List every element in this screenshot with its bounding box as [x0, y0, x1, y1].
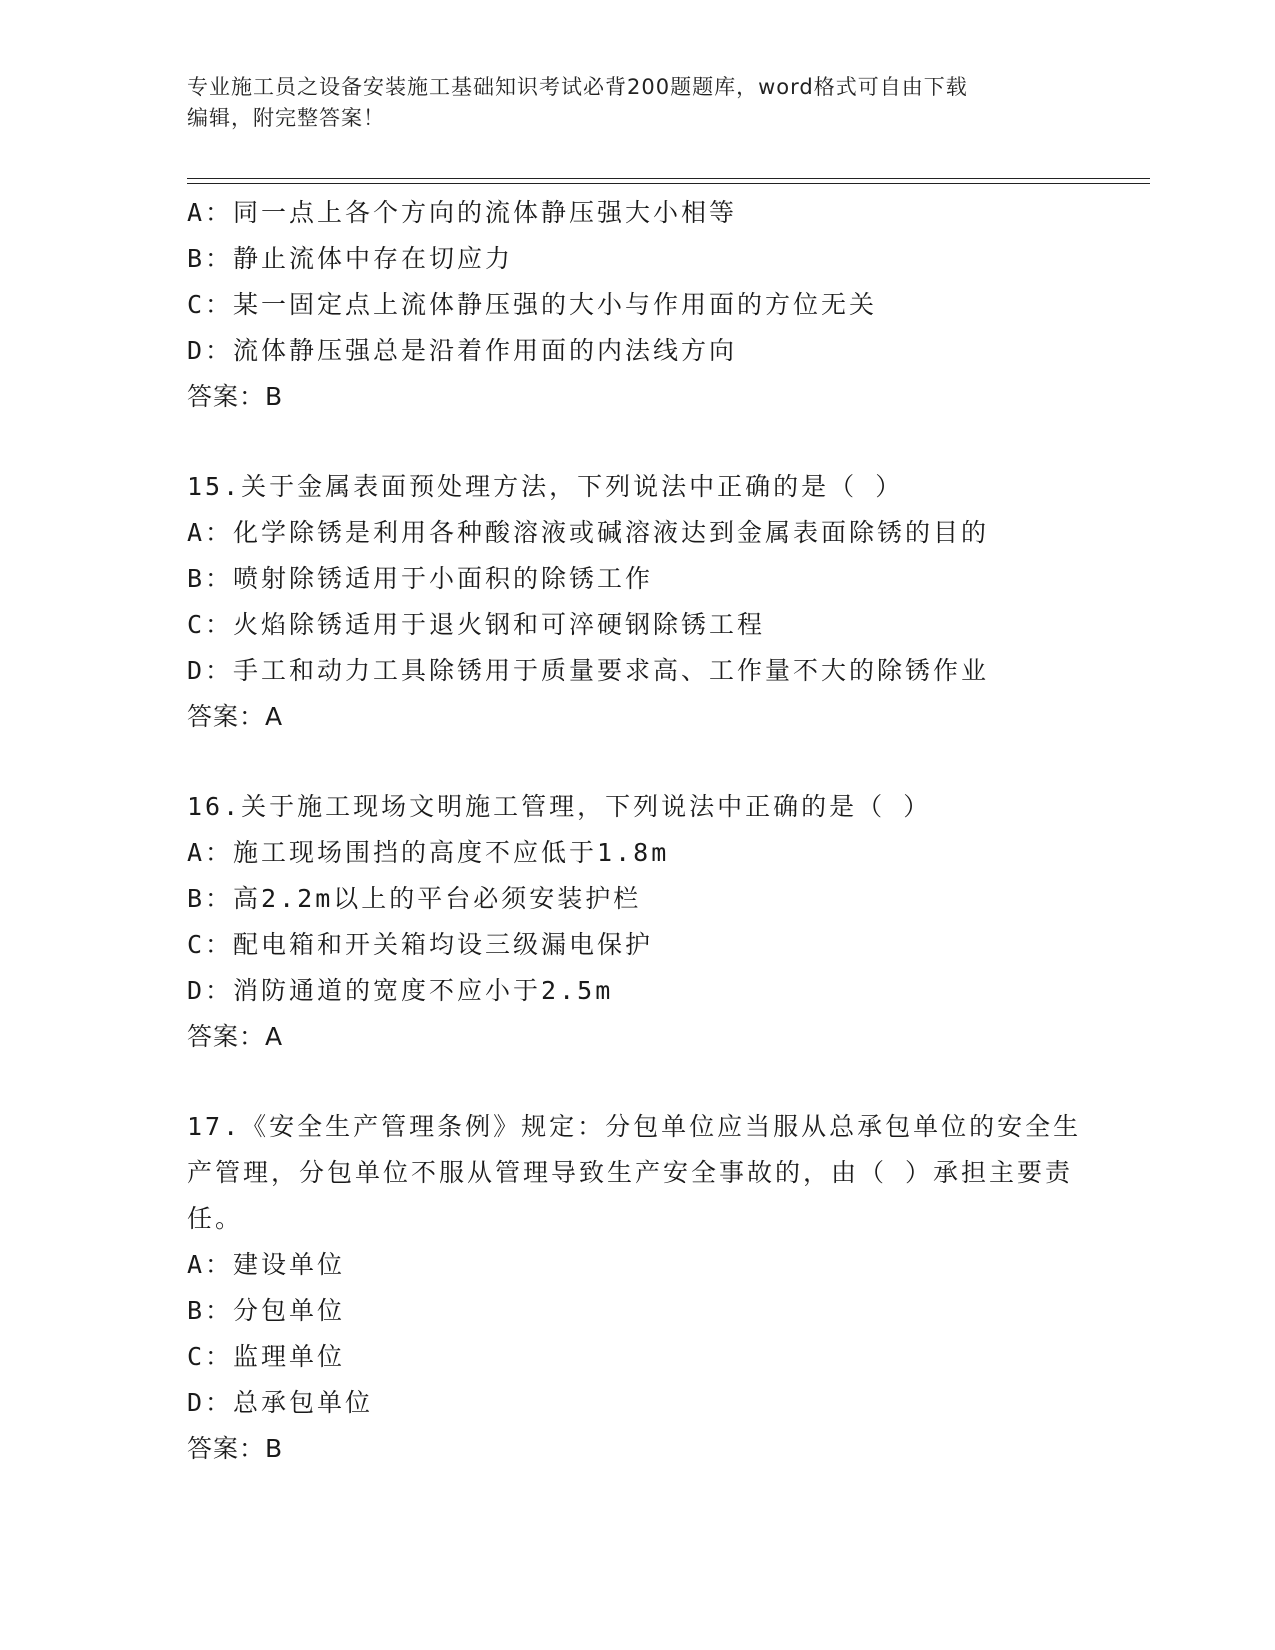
- header-title-line2: 编辑，附完整答案！: [187, 106, 385, 130]
- option-c: C：监理单位: [187, 1342, 346, 1371]
- option-b: B：喷射除锈适用于小面积的除锈工作: [187, 564, 654, 593]
- header-divider-top: [187, 178, 1150, 179]
- header-title-line1: 专业施工员之设备安装施工基础知识考试必背200题题库，word格式可自由下载: [187, 75, 968, 99]
- option-c: C：火焰除锈适用于退火钢和可淬硬钢除锈工程: [187, 610, 766, 639]
- option-d: D：总承包单位: [187, 1388, 374, 1417]
- option-c: C：某一固定点上流体静压强的大小与作用面的方位无关: [187, 290, 878, 319]
- header-divider-bottom: [187, 183, 1150, 184]
- option-b: B：分包单位: [187, 1296, 346, 1325]
- option-a: A：施工现场围挡的高度不应低于1.8m: [187, 838, 670, 867]
- question-14: [187, 190, 1087, 420]
- question-text: 16.关于施工现场文明施工管理，下列说法中正确的是（ ）: [187, 792, 932, 821]
- option-b: B：静止流体中存在切应力: [187, 244, 514, 273]
- answer-text: 答案：B: [187, 382, 284, 411]
- option-a: A：建设单位: [187, 1250, 346, 1279]
- question-15: [187, 464, 1087, 740]
- option-d: D：消防通道的宽度不应小于2.5m: [187, 976, 614, 1005]
- option-c: C：配电箱和开关箱均设三级漏电保护: [187, 930, 654, 959]
- question-16: [187, 784, 1087, 1060]
- question-text: 17.《安全生产管理条例》规定：分包单位应当服从总承包单位的安全生产管理，分包单位不服从管理导致生产安全事故的，由（ ）承担主要责任。: [187, 1112, 1082, 1233]
- answer-text: 答案：A: [187, 1022, 284, 1051]
- answer-text: 答案：A: [187, 702, 284, 731]
- question-list: [187, 190, 1087, 1472]
- option-d: D：手工和动力工具除锈用于质量要求高、工作量不大的除锈作业: [187, 656, 990, 685]
- question-17: [187, 1104, 1087, 1472]
- option-a: A：化学除锈是利用各种酸溶液或碱溶液达到金属表面除锈的目的: [187, 518, 990, 547]
- option-a: A：同一点上各个方向的流体静压强大小相等: [187, 198, 738, 227]
- answer-text: 答案：B: [187, 1434, 284, 1463]
- option-b: B：高2.2m以上的平台必须安装护栏: [187, 884, 642, 913]
- document-header: [187, 72, 1067, 134]
- option-d: D：流体静压强总是沿着作用面的内法线方向: [187, 336, 738, 365]
- question-text: 15.关于金属表面预处理方法，下列说法中正确的是（ ）: [187, 472, 904, 501]
